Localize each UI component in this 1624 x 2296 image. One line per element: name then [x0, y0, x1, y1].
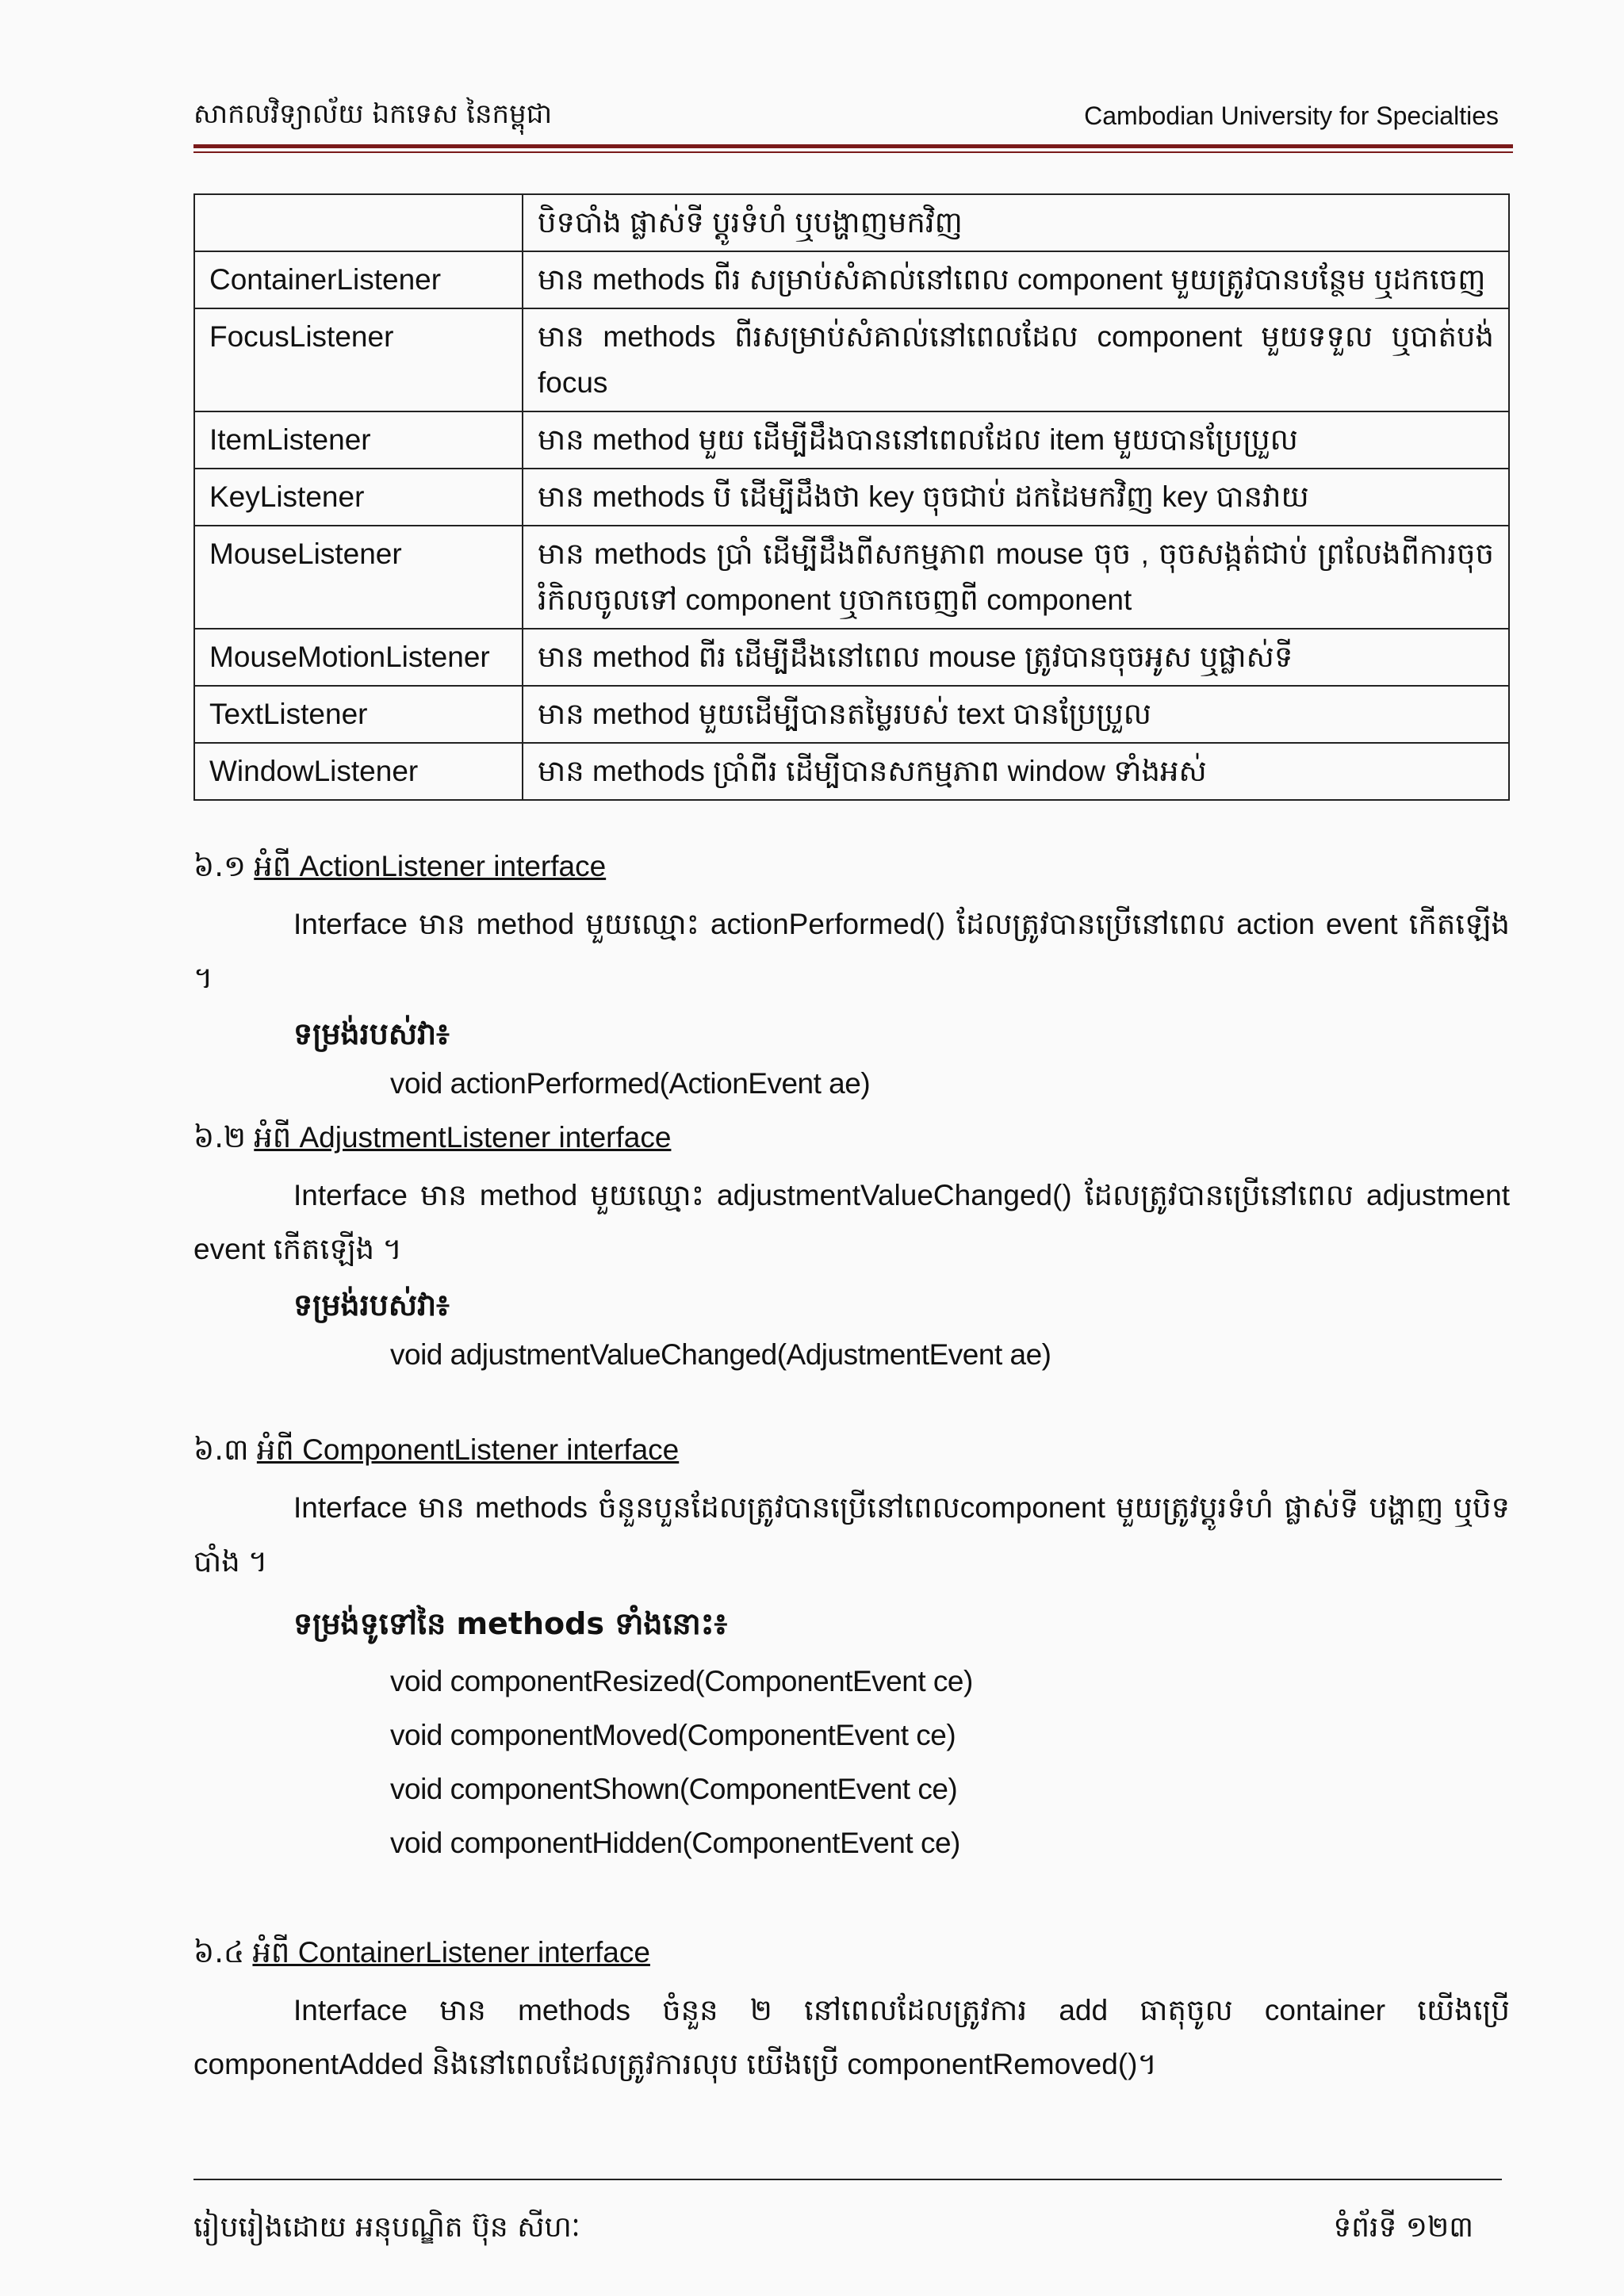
- section-title: អំពី ContainerListener interface: [252, 1936, 650, 1969]
- section-number: ៦.៣: [193, 1433, 249, 1467]
- header-university-khmer: សាកលវិទ្យាល័យ ឯកទេស នៃកម្ពុជា: [193, 98, 553, 130]
- section-heading-action-listener: [193, 848, 606, 891]
- section-number: ៦.២: [193, 1120, 246, 1154]
- table-row: [194, 469, 1509, 526]
- listener-description: មាន methods ពីរ សម្រាប់សំគាល់នៅពេល component មួយត្រូវបានបន្ថែម ឬដកចេញ: [523, 251, 1509, 308]
- section-number: ៦.១: [193, 849, 246, 883]
- listener-description: មាន method មួយ ដើម្បីដឹងបាននៅពេលដែល item មួយបានប្រែប្រួល: [523, 411, 1509, 469]
- table-row: [194, 526, 1509, 629]
- method-signature: void adjustmentValueChanged(AdjustmentEvent ae): [390, 1338, 1051, 1371]
- footer-author: រៀបរៀងដោយ អនុបណ្ឌិត ប៊ុន សីហៈ: [193, 2211, 580, 2244]
- table-row: [194, 629, 1509, 686]
- listener-description: មាន method មួយដើម្បីបានតម្លៃរបស់ text បានប្រែប្រួល: [523, 686, 1509, 743]
- form-label: ទម្រង់របស់វា៖: [293, 1016, 450, 1051]
- table-row: [194, 686, 1509, 743]
- listener-description: មាន method ពីរ ដើម្បីដឹងនៅពេល mouse ត្រូវបានចុចអូស ឬផ្លាស់ទី: [523, 629, 1509, 686]
- section-number: ៦.៤: [193, 1935, 245, 1969]
- section-title: អំពី ActionListener interface: [254, 850, 607, 882]
- header-rule-thin: [193, 151, 1513, 153]
- section-heading-adjustment-listener: [193, 1119, 671, 1162]
- listener-table: [193, 193, 1510, 801]
- section-paragraph: Interface មាន methods ចំនួន ២ នៅពេលដែលត្រូវការ add ធាតុចូល container យើងប្រើ componentAdded និងនៅពេលដែលត្រូវការលុប យើងប្រើ componentRemoved()។: [193, 1994, 1510, 2080]
- section-heading-container-listener: [193, 1934, 650, 1977]
- listener-name: KeyListener: [194, 469, 523, 526]
- listener-name: [194, 194, 523, 251]
- listener-description: មាន methods ប្រាំ ដើម្បីដឹងពីសកម្មភាព mouse ចុច , ចុចសង្កត់ជាប់ ព្រលែងពីការចុច រំកិលចូលទៅ component ឬចាកចេញពី component: [523, 526, 1509, 629]
- section-heading-component-listener: [193, 1432, 679, 1475]
- listener-description: មាន methods បី ដើម្បីដឹងថា key ចុចជាប់ ដកដៃមកវិញ key បានវាយ: [523, 469, 1509, 526]
- table-row: [194, 308, 1509, 411]
- footer-page-number: ទំព័រទី ១២៣: [1333, 2211, 1473, 2244]
- listener-name: ItemListener: [194, 411, 523, 469]
- table-row: [194, 251, 1509, 308]
- listener-name: MouseListener: [194, 526, 523, 629]
- section-title: អំពី ComponentListener interface: [256, 1433, 680, 1466]
- section-paragraph: Interface មាន method មួយឈ្មោះ adjustmentValueChanged() ដែលត្រូវបានប្រើនៅពេល adjustment event កើតឡើង ។: [193, 1179, 1510, 1265]
- table-row: [194, 411, 1509, 469]
- listener-description: បិទបាំង ផ្លាស់ទី ប្ដូរទំហំ ឬបង្ហាញមកវិញ: [523, 194, 1509, 251]
- listener-description: មាន methods ពីរសម្រាប់សំគាល់នៅពេលដែល component មួយទទួល ឬបាត់បង់ focus: [523, 308, 1509, 411]
- section-title: អំពី AdjustmentListener interface: [254, 1121, 672, 1154]
- section-paragraph: Interface មាន method មួយឈ្មោះ actionPerformed() ដែលត្រូវបានប្រើនៅពេល action event កើតឡើង ។: [193, 908, 1510, 994]
- listener-name: FocusListener: [194, 308, 523, 411]
- method-signature: void componentHidden(ComponentEvent ce): [390, 1827, 960, 1859]
- table-row: [194, 743, 1509, 800]
- listener-name: TextListener: [194, 686, 523, 743]
- header-rule: [193, 144, 1513, 148]
- form-label: ទម្រង់របស់វា៖: [293, 1288, 450, 1322]
- listener-description: មាន methods ប្រាំពីរ ដើម្បីបានសកម្មភាព window ទាំងអស់: [523, 743, 1509, 800]
- method-signature: void componentShown(ComponentEvent ce): [390, 1773, 958, 1805]
- method-signature: void actionPerformed(ActionEvent ae): [390, 1067, 871, 1100]
- footer-rule: [193, 2179, 1502, 2180]
- method-signature: void componentMoved(ComponentEvent ce): [390, 1719, 956, 1751]
- header-university-english: Cambodian University for Specialties: [1084, 101, 1499, 130]
- form-label: ទម្រង់ទូទៅនៃ methods ទាំងនោះ៖: [293, 1606, 728, 1641]
- method-signature: void componentResized(ComponentEvent ce): [390, 1665, 973, 1697]
- listener-name: WindowListener: [194, 743, 523, 800]
- table-row: [194, 194, 1509, 251]
- section-paragraph: Interface មាន methods ចំនួនបួនដែលត្រូវបានប្រើនៅពេលcomponent មួយត្រូវប្ដូរទំហំ ផ្លាស់ទី បង្ហាញ ឬបិទបាំង ។: [193, 1491, 1510, 1578]
- listener-name: ContainerListener: [194, 251, 523, 308]
- listener-name: MouseMotionListener: [194, 629, 523, 686]
